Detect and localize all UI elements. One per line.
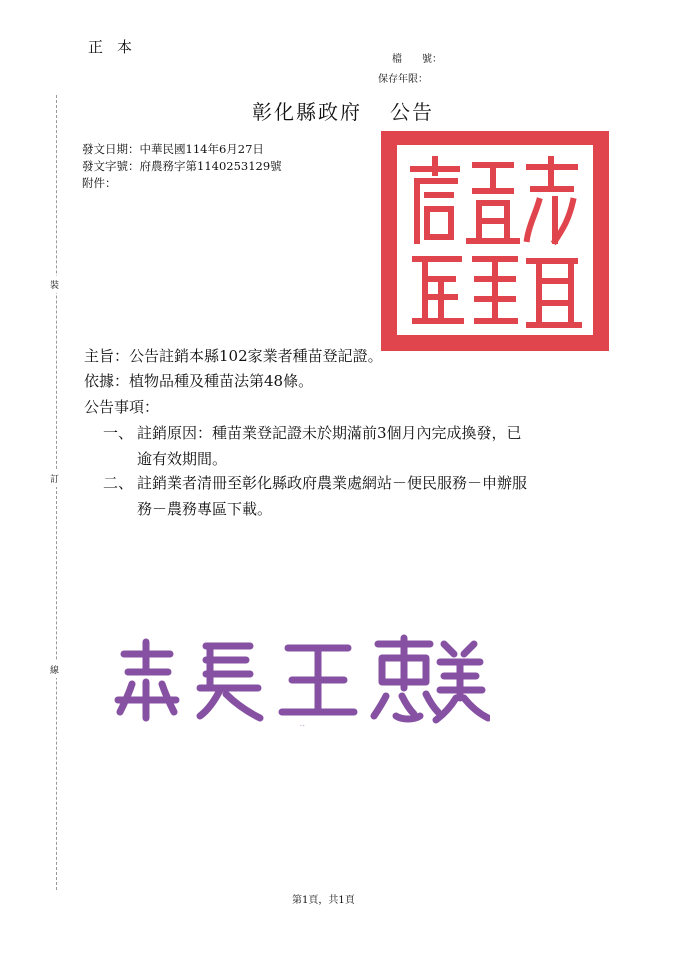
binding-mark-ding: 訂 <box>50 470 59 487</box>
signature-text: 縣長王惠美 <box>300 726 305 727</box>
binding-mark-xian: 線 <box>50 661 59 678</box>
binding-mark-zhuang: 裝 <box>50 276 59 293</box>
item-text-continued: 逾有效期間。 <box>137 450 228 468</box>
copy-mark: 正本 <box>88 38 147 56</box>
document-title <box>252 96 434 125</box>
item-text-continued: 務－農務專區下載。 <box>137 500 273 518</box>
retention-period-label: 保存年限： <box>378 74 428 85</box>
page-number: 第1頁，共1頁 <box>292 895 355 906</box>
reference-number: 發文字號：府農務字第1140253129號 <box>82 159 282 173</box>
magistrate-signature-stamp <box>110 632 490 727</box>
seal-text: 彰化縣政府印 <box>495 347 501 348</box>
item-text: 註銷原因：種苗業登記證未於期滿前3個月內完成換發，已 <box>137 424 522 442</box>
announcement-items-heading: 公告事項： <box>84 398 160 416</box>
item-number: 一、 <box>103 424 134 442</box>
issue-date: 發文日期：中華民國114年6月27日 <box>82 142 264 156</box>
document-type: 公告 <box>390 100 434 124</box>
subject-line: 主旨：公告註銷本縣102家業者種苗登記證。 <box>84 347 383 365</box>
legal-basis-line: 依據：植物品種及種苗法第48條。 <box>84 372 314 390</box>
announcement-item <box>103 470 608 522</box>
binding-line <box>56 95 57 890</box>
agency-name: 彰化縣政府 <box>252 100 362 124</box>
file-number-label: 檔 號： <box>392 54 442 65</box>
item-number: 二、 <box>103 474 134 492</box>
item-text: 註銷業者清冊至彰化縣政府農業處網站－便民服務－申辦服 <box>137 474 528 492</box>
announcement-item <box>103 420 608 472</box>
attachment-label: 附件： <box>82 176 117 190</box>
official-seal <box>379 129 611 353</box>
